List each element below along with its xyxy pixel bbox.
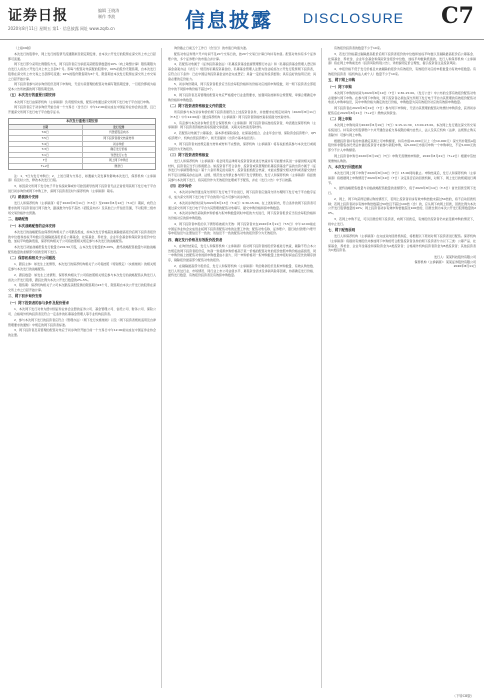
table-cell: T-4日 [9, 142, 83, 147]
body-paragraph: 4、申报价格不低于发行价格且未被剔除的报价为有效报价，有效报价对应的申报数量为有效申报数量。有效报价投资者（指机构法人或个人）数量不少于10家。 [328, 67, 476, 76]
body-paragraph: 1、在询价结束后，发行人和保荐机构（主承销商）将对网下投资者的报价资格进行核查，剔除不符合本公告规定的网下投资者报价后，协商一致将拟申购价格高于某一价格的配售对象的报价按照申购价格由高到低、同一申购价格上按配售对象的拟申购数量由小到大、同一申购价格同一拟申购数量上按申报时间由后至先的顺序排序，剔除报价最高部分配售对象的报价。 [168, 243, 316, 262]
section-title-en: DISCLOSURE [303, 10, 405, 26]
body-paragraph: 4、若配售对象属于《证券投资基金法》《私募投资基金监督管理暂行办法》和《私募投资基金管理人登记和基金备案办法（试行）》规范的私募投资基金的，私募基金管理人注册为创业板首次公开发行股票网下投资者，应符合以下条件：已在中国证券投资基金业协会完成登记；具备一定的证券投资经验；具有良好的信用记录；具备必要的定价能力。 [168, 62, 316, 81]
body-paragraph: 网下发行部分采用比例限售方式，网下投资者应当承诺其获配股票数量的10%（向上取整计算）限售期限为自发行人首次公开发行并上市之日起6个月。即每个配售对象获配的股票中，90%的股份无限售期，自本次发行股票在深交所上市交易之日起即可流通；10%的股份限售期为6个月，限售期自本次发行股票在深交所上市交易之日起开始计算。 [8, 62, 156, 81]
body-paragraph: 3、如因深交所网下发行电子平台系统故障或非可控因素导致网下投资者无法正常使用其网下发行电子平台进行初步询价或网下申购工作，请网下投资者及时与保荐机构（主承销商）联系。 [8, 184, 156, 193]
body-paragraph: 发行人和保荐机构（主承销商）在完成双向回拨机制后，将根据以下原则对网下投资者进行配售。保荐机构（主承销商）将提供有效报价并参加网下申购的符合配售投资者条件的网下投资者分为以下三类：公募产品、社保基金、养老金、企业年金基金和保险资金为A类投资者；合格境外机构投资者资金为B类投资者；其他投资者为C类投资者。 [328, 234, 476, 253]
column-divider [161, 48, 162, 688]
section-heading: （三）网下投资者资格核查 [168, 152, 209, 157]
body-paragraph: 4、网下投资者申报的以下情形将被视为无效：网下投资者未在2020年8月11日（T-5日）中午12:00前在中国证券业协会完成创业板网下投资者配售对象的注册工作的；配售对象名称、证券账户、银行收付款账户/账号等申报信息与注册信息不一致的；该信息不一致的配售对象的报价部分为无效报价。 [168, 222, 316, 236]
body-paragraph: 1、本次网下发行对象为经中国证券业协会注册的证券公司、基金管理公司、信托公司、财务公司、保险公司、合格境外机构投资者及符合一定条件的私募基金管理人等专业机构投资者。 [8, 307, 156, 316]
body-paragraph: 2、若配售对象属于公募基金、基本养老保险基金、社保基金组合、企业年金计划、保险资金投资账户、QFII投资账户、机构自营投资账户，则无需提供《出资方基本信息表》。 [168, 131, 316, 141]
section-heading: （二）保荐机构相关子公司跟投 [8, 256, 56, 261]
body-paragraph: 根据投资者持有的市值确定其网上可申购额度，持有市值10,000元以上（含10,000元）深交所非限售A股股份和非限售存托凭证市值的投资者才能参与新股申购，每5,000元市值可申购一个申购单位，不足5,000元的部分不计入申购额度。 [328, 138, 476, 153]
body-paragraph: 本次发行的股票中，网上发行的股票无流通限制及锁定期安排，自本次公开发行的股票在深交所上市之日起即可流通。 [8, 51, 156, 61]
body-paragraph: 1、最终战略配售数量与初始战略配售数量的差额部分，将于2020年8月14日（T-3日）首先回拨至网下发行。 [328, 186, 476, 196]
continued-note: （下转C8版） [452, 694, 474, 698]
section-heading: （二）网上申购 [328, 117, 352, 122]
body-paragraph: 2、参与本次网下发行的投资者应符合《管理办法》《网下发行实施细则》以及《网下投资者规则适用及自律管理要求的通知》中规定的网下投资者标准。 [8, 317, 156, 327]
table-cell: T-5日 [9, 136, 83, 141]
schedule-table [8, 118, 156, 170]
table-cell: 确定发行价格 [110, 147, 128, 152]
body-paragraph: 所有拟参与本次初步询价的网下投资者须符合上述投资者条件，并按要求在规定时间内（2020年8月11日（T-5日）中午12:00前）通过保荐机构（主承销商）网下投资者资格核查系统提交核查材料。 [168, 110, 316, 119]
table-cell: T日 [9, 158, 83, 163]
body-paragraph: 3、本次初步询价采取拟申购价格与拟申购数量同时申报的方式进行，网下投资者报价应当包含每股价格和该价格对应的拟申购股数。 [168, 211, 316, 221]
table-cell: T-1日 [9, 153, 83, 158]
signoff-issuer: 发行人：某某科技股份有限公司 [433, 254, 476, 259]
newspaper-logo: 证券日报 [8, 8, 68, 24]
body-paragraph: 3、网下投资者及其管理的配售对象应于初步询价开始日前一个交易日中午12:00前完成在中国证券业协会的注册。 [8, 328, 156, 338]
body-paragraph: 本次网下发行由保荐机构（主承销商）负责组织实施，配售对象通过深交所网下发行电子平台进行申购。 [14, 99, 153, 104]
body-paragraph: 本次网下申购的时间为2020年8月19日（T日）9:30-15:00。《发行公告》中公布的全部有效报价配售对象必须参与网下申购。在参与网下申购时，网下投资者必须在深交所网下发行电子平台为其管理的有效报价配售对象录入申购单信息，其中申购价格为确定的发行价格，申购数量为其有效报价对应的有效拟申购数量。 [328, 91, 476, 105]
body-paragraph: 网下投资者应于初步询价开始日前一个交易日（含当日）中午12:00前完成在中国证券业协会的注册，且已开通深交所网下发行电子平台数字证书。 [8, 105, 156, 115]
body-paragraph: 发行人和保荐机构（主承销商）将会同见证律师对投资者资质进行核查并有可能要求其进一步提供相关证明材料，投资者应当予以积极配合。如投资者不符合条件、投资者或其管理的私募投资基金产品的出资方属于《证券发行与承销管理办法》第十六条所界定的关联方、投资者拒绝配合核查、未能完整提交相关材料或者提交的材料不足以排除其存在法律、法规、规范性文件禁止参与网下发行情形的，发行人和保荐机构（主承销商）将拒绝其参与本次网下发行、将其报价作为无效报价处理或不予配售，并在《发行公告》中予以披露。 [168, 159, 316, 182]
body-paragraph: 3、若网上申购不足，可以回拨给网下投资者，向网下回拨后，有效报价投资者仍未能足额申购的情况下，则中止发行。 [328, 217, 476, 226]
table-row [9, 164, 155, 169]
section-heading: 二、战略配售 [8, 216, 29, 221]
body-paragraph: 询价截止日前五个工作日（含当日）的市值日均值为准。 [174, 46, 250, 50]
section-heading: （一）本次战略配售的总体安排 [8, 223, 56, 228]
body-paragraph: 本次发行网上网下申购于2020年8月19日（T日）15:00同时截止。申购结束后，发行人和保荐机构（主承销商）将根据网上申购情况于2020年8月19日（T日）决定是否启动回拨机制，对网下、网上发行的规模进行调节。 [328, 171, 476, 185]
body-paragraph: 网下投资者参与初步询价报价及网下申购时，无需为其管理的配售对象填写限售期安排，一旦报价即视为接受本公告所披露的网下限售期安排。 [8, 82, 156, 92]
body-paragraph: 配售对象证券账户开户时间不足20个交易日的，按20个交易日计算日均持有市值。配售对象持有多个证券账户的，多个证券账户的市值合并计算。 [168, 51, 316, 61]
table-cell: 刊登发行公告 [110, 152, 128, 157]
section-heading: （五）本次发行的重要日期安排 [8, 93, 56, 98]
table-header-cell: 发行安排 [113, 124, 125, 129]
section-heading: （二）网下投资者资格核查文件的提交 [168, 103, 226, 108]
body-paragraph: 1、有意参与本次初步询价且符合保荐机构（主承销商）网下投资者标准的投资者，均需通过保荐机构（主承销商）网下投资者资格核查系统提交承诺函、关联关系核查表等材料。 [168, 120, 316, 130]
body-paragraph: 本次发行初始战略配售发行数量为202.50万股，占本次发行数量的5.00%，最终战略配售数量与初始战略配售数量的差额部分回拨至网下发行。 [8, 245, 156, 254]
table-cell: 网上网下申购日 [108, 158, 129, 163]
body-paragraph: 本次网上申购时间为2020年8月19日（T日）9:15-11:30、13:00-15:00。本次网上发行通过深交所交易系统进行。持有深交所股票账户卡并开通创业板交易权限的境内自然人、法人及其它机构（法律、法规禁止购买者除外）可参与网上申购。 [328, 123, 476, 137]
body-paragraph: 本次发行的战略配售由保荐机构相关子公司跟投组成，如本次发行价格超过剔除最高报价后网下投资者报价的中位数和加权平均数以及剔除最高报价后公募基金、社保基金、养老金、企业年金基金和保险资金报价中位数、加权平均数孰低值，保荐机构相关子公司将按照相关规定参与本次发行的战略配售。 [8, 229, 156, 244]
body-paragraph: 发行人和保荐机构（主承销商）将于2020年8月11日（T-5日）至2020年8月12日（T-4日）期间，向符合要求的网下投资者进行网下推介，路演推介内容不超出《招股意向书》及其他已公开信息范围，不对股票二级市场交易价格作出预测。 [8, 201, 156, 215]
body-paragraph: 3、限售期：保荐机构相关子公司本次跟投获配股票的限售期为24个月，限售期自本次公开发行的股票在深交所上市之日起开始计算。 [8, 283, 156, 293]
text-column-2 [168, 46, 316, 692]
section-heading: 七、网下配售原则 [328, 227, 356, 232]
producer-line: 制作 李波 [98, 14, 116, 19]
column-body [328, 46, 476, 253]
table-cell: T+2日 [9, 164, 83, 169]
column-divider [321, 48, 322, 688]
body-paragraph: 网上投资者申购日2020年8月19日（T日）申购无需缴纳申购款，2020年8月21日（T+2日）根据中签结果缴纳认购款。 [328, 154, 476, 163]
body-paragraph: 网下投资者在2020年8月19日（T日）参与网下申购时，无需为其管理的配售对象缴付申购资金，获得初步配售后在2020年8月21日（T+2日）缴纳认购资金。 [328, 106, 476, 115]
signoff-block [328, 255, 476, 269]
page-number: C7 [441, 3, 474, 29]
signoff-underwriter: 保荐机构（主承销商）：某某证券股份有限公司 [414, 259, 476, 264]
text-column-3 [328, 46, 476, 692]
body-paragraph: 有效报价投资者的数量不少于10家。 [334, 46, 383, 50]
table-header-cell: 日期 [9, 125, 83, 130]
section-heading: 三、网下初步询价安排 [8, 294, 42, 299]
section-heading: （一）网下投资者的参与条件及报价要求 [8, 301, 70, 306]
body-paragraph: 2、跟投数量：如发生上述情形，保荐机构相关子公司将按照相关规定参与本次发行的战略配售认购发行人首次公开发行股票，跟投比例为本次公开发行数量的2%-5%。 [8, 272, 156, 282]
table-cell: 网下投资者提交核查材料 [103, 136, 135, 141]
body-paragraph: 注：1、T日为发行申购日；2、上述日期为交易日，如遇重大突发事件影响本次发行，保荐机构（主承销商）将及时公告，修改本次发行日程。 [8, 173, 156, 183]
body-paragraph: 6、网下投资者及其管理的配售对象应严格遵守行业监管要求，加强风险控制和合规管理，审慎合理确定申购价格和申购数量。 [168, 93, 316, 102]
section-title-cn: 信息披露 [185, 8, 273, 32]
body-paragraph: 2、网上、网下均获得足额认购的情况下，若网上投资者初步有效申购倍数未超过50倍的，将不启动回拨机制；若网上投资者初步有效申购倍数超过50倍且不超过100倍（含）的，应从网下向网上回拨，回拨比例为本次公开发行股票数量的10%；网上投资者初步有效申购倍数超过100倍的，回拨比例为本次公开发行股票数量的20%。 [328, 197, 476, 216]
body-paragraph: 2、本次初步询价时间为2020年8月13日（T-4日）9:30-15:00。在上述时间内，符合条件的网下投资者可通过深交所网下发行电子平台为其管理的配售对象填写、提交申购价格和拟申购数量。 [168, 200, 316, 210]
table-cell: 初步询价 [113, 141, 125, 146]
section-heading: 五、网下网上申购 [328, 78, 356, 83]
body-paragraph: 5、初步询价期间，网下投资者报价应当包含每股价格和该价格对应的拟申购股数，同一网下投资者全部报价中的不同拟申购价格不超过3个。 [168, 82, 316, 92]
masthead-editor [98, 8, 119, 20]
section-heading: （四）初步询价 [168, 184, 192, 189]
section-heading: （一）网下申购 [328, 84, 352, 89]
section-heading: 四、确定发行价格及有效报价投资者 [168, 237, 223, 242]
body-paragraph: 2、在剔除最高部分报价后，发行人和保荐机构（主承销商）考虑剩余报价及拟申购数量、有效认购倍数、发行人所处行业、市场情况、同行业上市公司估值水平、募集资金需求及承销风险等因素，协商确定发行价格、最终发行数量、有效报价投资者及有效拟申购数量。 [168, 263, 316, 278]
body-paragraph: 3、网下投资者未按规定提交材料或材料不完整的，保荐机构（主承销商）将有权拒绝其参与本次发行或视其报价为无效报价。 [168, 141, 316, 151]
table-cell: T-3日 [9, 147, 83, 152]
masthead-meta: 2020年8月11日 星期五 第1 · 信息披露 网址 www.zqrb.cn [8, 26, 115, 31]
editor-line: 编辑 王晓涛 [98, 8, 120, 13]
table-cell: 刊登招股意向书 [108, 130, 129, 135]
table-title: 本次发行重要日期安排 [9, 119, 155, 125]
body-paragraph: （上接C6版） [14, 46, 34, 50]
masthead [0, 0, 484, 40]
body-paragraph: 3、若发行价格超过剔除最高报价后网下投资者报价的中位数和加权平均数以及剔除最高报价后公募基金、社保基金、养老金、企业年金基金和保险资金报价中位数、加权平均数孰低值的，发行人和保荐机构（主承销商）将在网上申购前发布《投资风险特别公告》，详细说明定价合理性，提示投资者注意投资风险。 [328, 51, 476, 66]
table-cell: 缴款日 [114, 164, 123, 169]
body-paragraph: 1、跟投主体：如发生上述情形，本次发行的保荐机构相关子公司将按照《特别规定》《实施细则》的相关规定参与本次发行的战略配售。 [8, 262, 156, 271]
table-cell: T-6日 [9, 130, 83, 135]
text-column-1 [8, 46, 156, 692]
section-heading: 六、本次发行回拨机制 [328, 164, 362, 169]
section-heading: （六）路演推介安排 [8, 195, 39, 200]
body-paragraph: 1、本次初步询价通过深交所网下发行电子平台进行，网下投资者应到深交所办理网下发行电子平台数字证书，成为深交所网下发行电子平台的用户后方可参与初步询价。 [168, 190, 316, 199]
signoff-date: 2020年8月11日 [453, 264, 476, 269]
